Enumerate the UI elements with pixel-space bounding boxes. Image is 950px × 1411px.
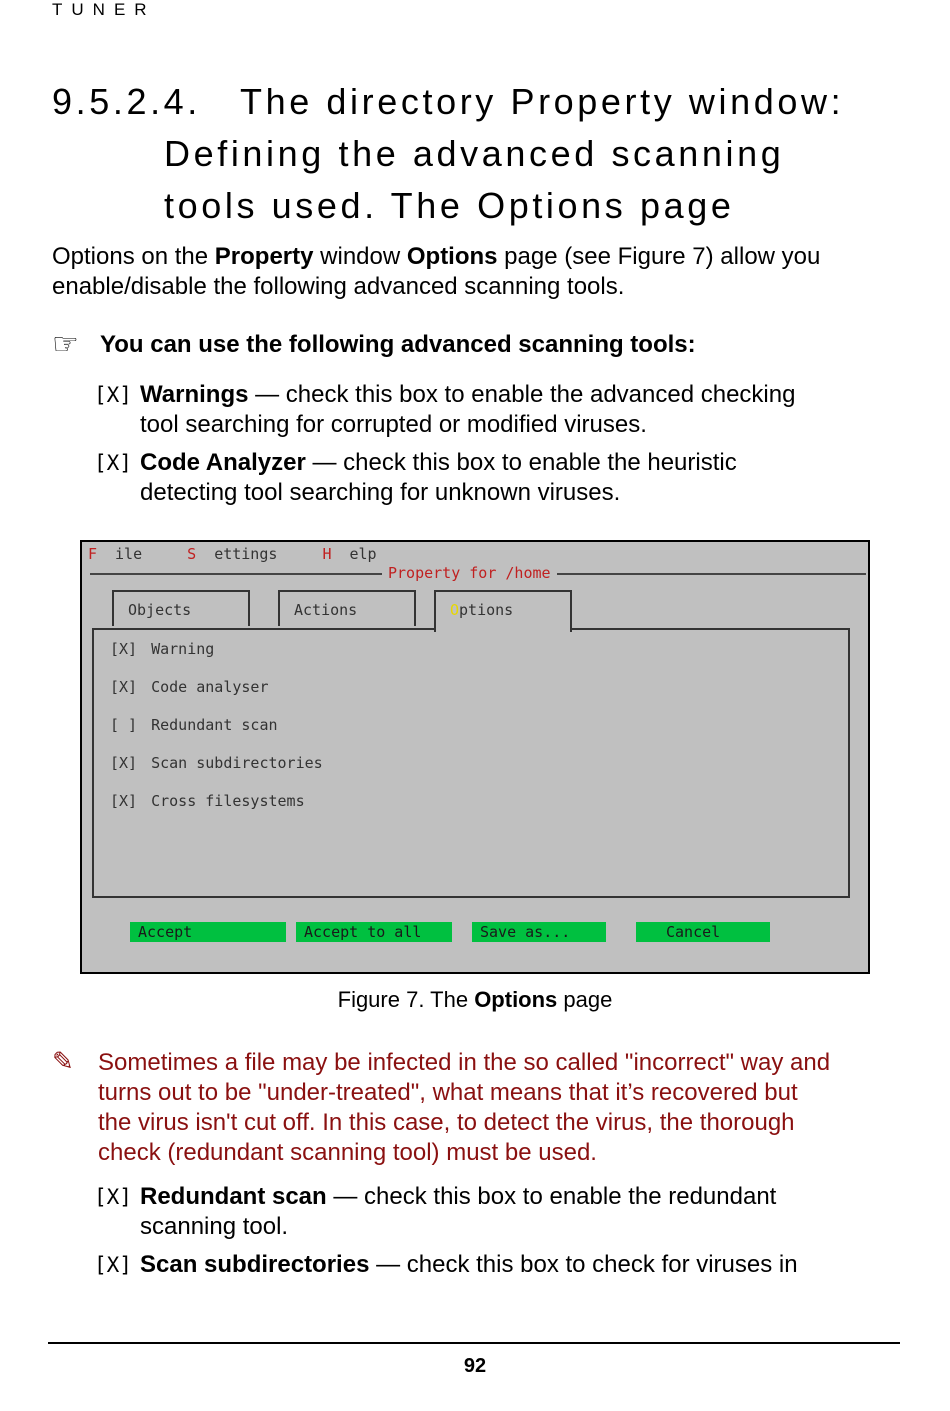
accept-to-all-button[interactable]: Accept to all (296, 922, 452, 942)
heading-line-2: Defining the advanced scanning (164, 133, 785, 174)
figure-caption: Figure 7. The Options page (337, 987, 613, 1012)
checkbox-code-analyser[interactable]: [X] Code analyser (110, 678, 269, 696)
checkbox-redundant-scan[interactable]: [ ] Redundant scan (110, 716, 278, 734)
checkbox-scan-subdirectories[interactable]: [X] Scan subdirectories (110, 754, 323, 772)
menu-file[interactable]: F ile (88, 545, 143, 563)
running-head: TUNER (52, 0, 156, 19)
accept-button[interactable]: Accept (130, 922, 286, 942)
menu-help[interactable]: H elp (322, 545, 377, 563)
footer-rule (48, 1342, 900, 1344)
options-panel (92, 628, 850, 898)
tools-note-text: You can use the following advanced scanning tools: (100, 331, 696, 358)
save-as-button[interactable]: Save as... (472, 922, 606, 942)
pencil-icon: ✎ (52, 1046, 74, 1076)
tab-options[interactable]: Options (434, 590, 572, 632)
section-heading (52, 76, 844, 232)
intro-paragraph: Options on the Property window Options page (see Figure 7) allow you enable/disable the following advanced scanning tools. (52, 243, 821, 300)
menu-bar (88, 545, 413, 563)
tab-actions[interactable]: Actions (278, 590, 416, 626)
checkbox-cross-filesystems[interactable]: [X] Cross filesystems (110, 792, 305, 810)
cancel-button[interactable]: Cancel (636, 922, 770, 942)
option-warnings: [X] Warnings — check this box to enable the advanced checking tool searching for corrupted or modified viruses. (94, 381, 796, 438)
checkbox-warning[interactable]: [X] Warning (110, 640, 215, 658)
option-code-analyzer: [X] Code Analyzer — check this box to enable the heuristic detecting tool searching for unknown viruses. (94, 449, 737, 506)
options-page-screenshot (80, 540, 870, 974)
tools-note (52, 330, 912, 360)
page-number: 92 (463, 1355, 487, 1377)
option-redundant-scan: [X] Redundant scan — check this box to enable the redundant scanning tool. (94, 1183, 777, 1240)
section-number: 9.5.2.4. (52, 81, 201, 122)
heading-line-1: The directory Property window: (240, 81, 845, 122)
heading-line-3: tools used. The Options page (164, 185, 735, 226)
pointing-hand-icon: ☞ (52, 328, 79, 361)
window-title: Property for /home (382, 564, 557, 582)
option-scan-subdirectories: [X] Scan subdirectories — check this box to check for viruses in (94, 1251, 798, 1278)
menu-settings[interactable]: S ettings (187, 545, 278, 563)
warning-note: ✎ Sometimes a file may be infected in the so called "incorrect" way and turns out to be "under-treated", what means that it’s recovered but the virus isn't cut off. In this case, to detect the virus, the thorough check (redundant scanning tool) must be used. (52, 1046, 831, 1166)
tab-objects[interactable]: Objects (112, 590, 250, 626)
